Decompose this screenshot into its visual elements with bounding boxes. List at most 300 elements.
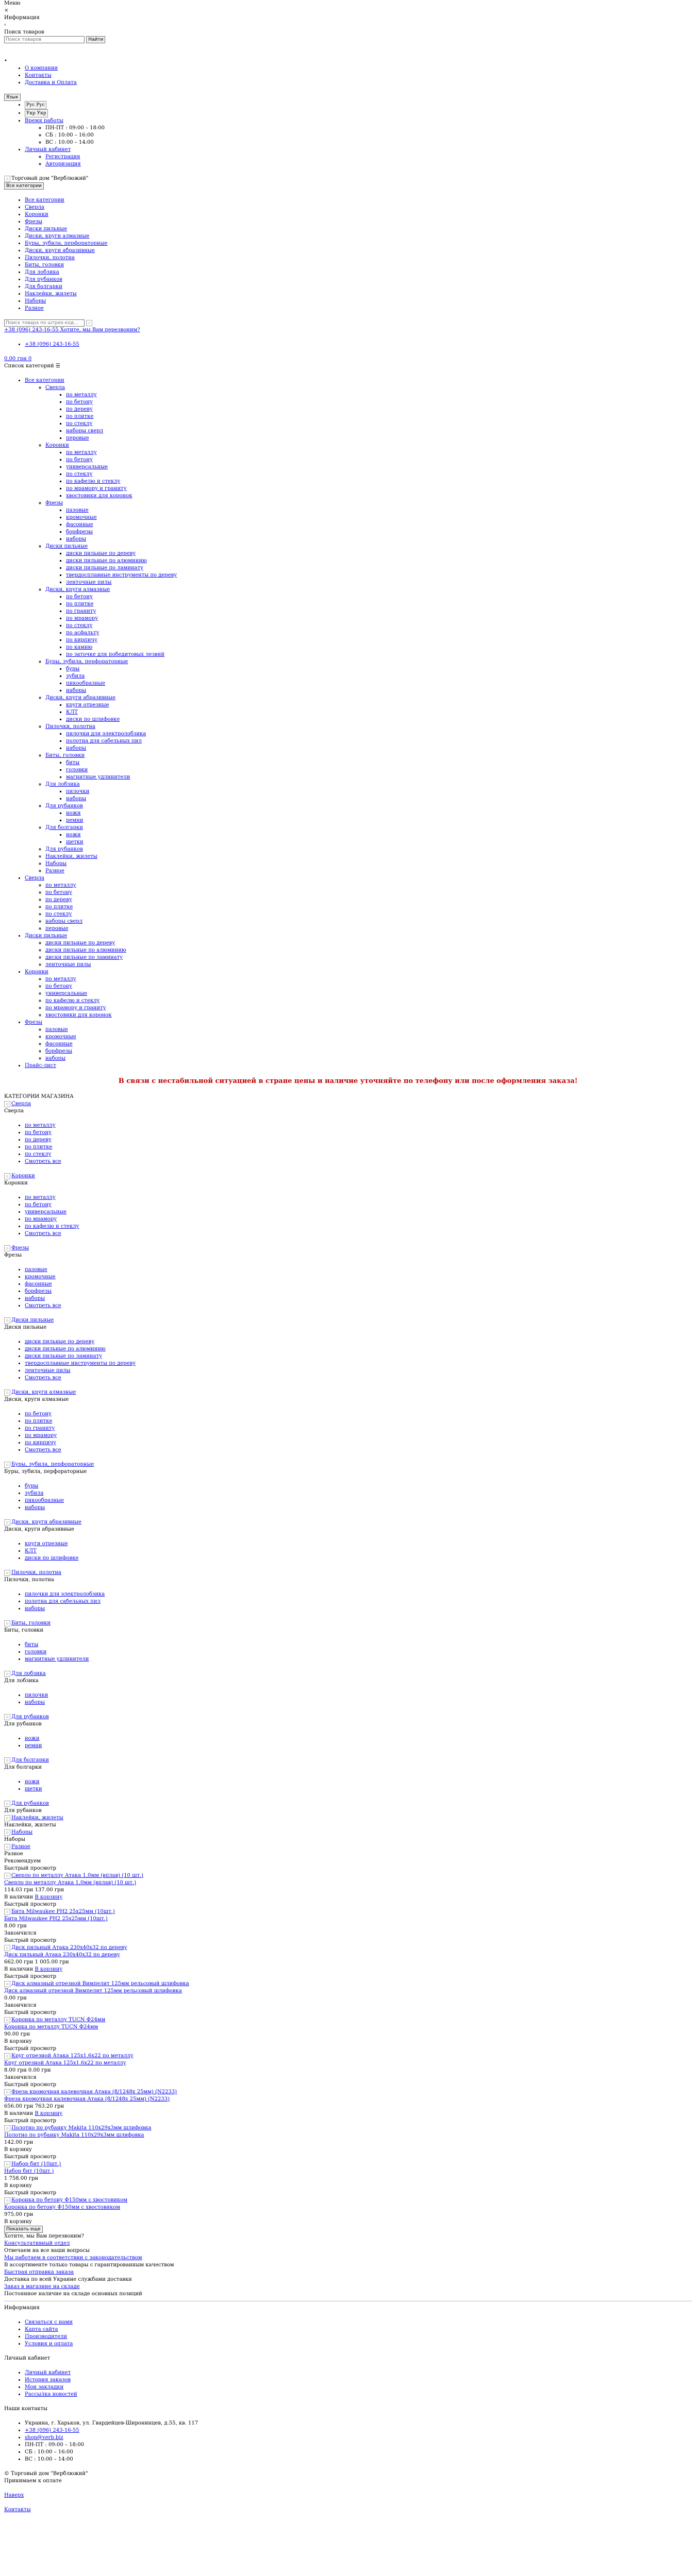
callback-phone-link[interactable]: +38 (096) 243-16-55 Хотите, мы Вам перезвоним? bbox=[4, 327, 140, 333]
quick-view-link[interactable]: Быстрый просмотр bbox=[4, 2010, 57, 2015]
category-sublink[interactable]: диски пильные по ламинату bbox=[66, 565, 144, 571]
category-subitem bbox=[45, 1041, 692, 1048]
category-sublink[interactable]: щетки bbox=[66, 839, 84, 845]
product-image-alt[interactable]: Полотно по рубанку Makita 110x29x3мм шлифовка bbox=[11, 2125, 152, 2131]
category-sublink[interactable]: диски пильные по дереву bbox=[66, 551, 136, 556]
category-sublink[interactable]: Сверла bbox=[45, 385, 65, 391]
category-sublink[interactable]: по кафелю и стеклу bbox=[45, 998, 100, 1004]
category-item-link[interactable]: по бетону bbox=[25, 1130, 52, 1136]
category-item-link[interactable]: пилочки для электролобзика bbox=[25, 1591, 105, 1597]
top-cat-item[interactable]: Наборы bbox=[25, 298, 46, 304]
quick-view-link[interactable]: Быстрый просмотр bbox=[4, 2082, 57, 2088]
menu-icon[interactable]: ☰ bbox=[55, 363, 60, 369]
category-sublink[interactable]: ленточные пилы bbox=[45, 962, 91, 968]
category-item-link[interactable]: кромочные bbox=[25, 1274, 56, 1280]
register-link[interactable]: Регистрация bbox=[45, 154, 80, 160]
category-sublink[interactable]: по металлу bbox=[45, 883, 76, 888]
login-link[interactable]: Авторизация bbox=[45, 161, 81, 167]
category-sublink[interactable]: КЛТ bbox=[66, 709, 78, 715]
footer-contact-text[interactable]: shop@verb.biz bbox=[25, 2435, 63, 2441]
category-name[interactable]: Буры, зубила, перфораторные bbox=[4, 1469, 87, 1475]
category-sublink[interactable]: по мрамору bbox=[66, 616, 98, 621]
category-sublink[interactable]: кромочные bbox=[45, 1034, 76, 1040]
product-name[interactable]: Коронка по бетону Ф150мм с хвостовиком bbox=[4, 2205, 121, 2210]
category-sublink[interactable]: наборы bbox=[45, 1056, 66, 1061]
category-image[interactable] bbox=[4, 1843, 692, 1851]
product-image[interactable] bbox=[4, 1872, 692, 1879]
category-name[interactable]: Коронки bbox=[4, 1180, 28, 1186]
add-to-cart-button[interactable]: В корзину bbox=[35, 1894, 63, 1900]
category-item-link[interactable]: по бетону bbox=[25, 1202, 52, 1208]
category-item bbox=[25, 1302, 692, 1310]
category-sublink[interactable]: хвостовики для коронок bbox=[66, 493, 132, 499]
site-logo[interactable]: ▫ Торговый дом "Верблюжий" bbox=[4, 175, 692, 182]
top-cat-item[interactable]: Сверла bbox=[25, 205, 44, 210]
category-sublink[interactable]: по плитке bbox=[66, 601, 94, 607]
category-item-link[interactable]: зубила bbox=[25, 1490, 44, 1496]
category-sublink[interactable]: по дереву bbox=[66, 406, 93, 412]
category-item-link[interactable]: Смотреть все bbox=[25, 1375, 61, 1381]
quick-view-link[interactable]: Быстрый просмотр bbox=[4, 2046, 57, 2052]
category-sublink[interactable]: Биты, головки bbox=[45, 753, 85, 758]
product-name[interactable]: Бита Milwaukee PH2 25x25мм (10шт.) bbox=[4, 1916, 108, 1922]
category-sublink[interactable]: полотна для сабельных пил bbox=[66, 738, 142, 744]
search-icon[interactable]: ⌕ bbox=[86, 320, 92, 326]
category-name[interactable]: Для болгарки bbox=[4, 1765, 42, 1770]
category-sublink[interactable]: универсальные bbox=[66, 464, 108, 470]
category-image[interactable] bbox=[4, 1317, 692, 1324]
category-sublink[interactable]: по стеклу bbox=[66, 471, 93, 477]
category-item-link[interactable]: по кирпичу bbox=[25, 1440, 57, 1446]
product-image[interactable] bbox=[4, 1908, 692, 1916]
category-sublink[interactable]: по заточке для победитовых лезвий bbox=[66, 652, 164, 657]
category-link[interactable]: Фрезы bbox=[25, 1020, 43, 1025]
category-name[interactable]: Диски, круги алмазные bbox=[4, 1397, 69, 1402]
category-item-link[interactable]: круги отрезные bbox=[25, 1541, 68, 1547]
category-sublink[interactable]: по стеклу bbox=[45, 911, 72, 917]
product-name[interactable]: Коронка по металлу TUCN Ф24мм bbox=[4, 2024, 98, 2030]
category-item-link[interactable]: твердосплавные инструменты по дереву bbox=[25, 1361, 136, 1366]
category-sublink[interactable]: по камню bbox=[66, 645, 93, 650]
top-cat-item[interactable]: Для лобзика bbox=[25, 269, 59, 275]
category-item-link[interactable]: Смотреть все bbox=[25, 1303, 61, 1309]
category-item-link[interactable]: по металлу bbox=[25, 1195, 56, 1200]
info-line[interactable]: Быстрая отправка заказа bbox=[4, 2269, 74, 2275]
category-sublink[interactable]: Буры, зубила, перфораторные bbox=[45, 659, 128, 665]
category-link[interactable]: Сверла bbox=[25, 875, 44, 881]
category-item-link[interactable]: диски пильные по алюминию bbox=[25, 1346, 106, 1352]
top-cat-item[interactable]: Разное bbox=[25, 306, 44, 311]
category-sublink[interactable]: диски пильные по ламинату bbox=[45, 955, 123, 960]
category-link[interactable]: Диски пильные bbox=[25, 933, 68, 939]
category-item-link[interactable]: полотна для сабельных пил bbox=[25, 1599, 101, 1604]
category-image-alt[interactable]: Для рубанков bbox=[11, 1714, 49, 1720]
category-name[interactable]: Для рубанков bbox=[4, 1808, 42, 1814]
category-sublink[interactable]: по бетону bbox=[66, 594, 93, 600]
category-sublink[interactable]: Диски, круги абразивные bbox=[45, 695, 115, 701]
category-sublink[interactable]: по металлу bbox=[45, 976, 76, 982]
category-item-link[interactable]: наборы bbox=[25, 1296, 45, 1301]
category-sublink[interactable]: круги отрезные bbox=[66, 702, 109, 708]
search-button[interactable]: Найти bbox=[86, 36, 105, 43]
product-image[interactable] bbox=[4, 2197, 692, 2204]
category-sublink[interactable]: наборы сверл bbox=[66, 428, 104, 434]
category-item-link[interactable]: наборы bbox=[25, 1505, 45, 1511]
category-sublink[interactable]: по мрамору и граниту bbox=[45, 1005, 106, 1011]
footer-account-link[interactable]: Рассылка новостей bbox=[25, 2392, 77, 2397]
category-sublink[interactable]: по бетону bbox=[45, 984, 72, 989]
category-image[interactable] bbox=[4, 1670, 692, 1677]
quick-view-link[interactable]: Быстрый просмотр bbox=[4, 2118, 57, 2124]
mobile-menu-label[interactable]: Меню bbox=[4, 1, 21, 6]
quick-view-link[interactable]: Быстрый просмотр bbox=[4, 1902, 57, 1907]
category-sublink[interactable]: перовые bbox=[66, 435, 89, 441]
category-sublink[interactable]: буры bbox=[66, 666, 80, 672]
category-sublink[interactable]: наборы bbox=[66, 796, 87, 802]
category-sublink[interactable]: диски пильные по алюминию bbox=[66, 558, 147, 564]
product-image[interactable] bbox=[4, 2161, 692, 2168]
category-sublink[interactable]: универсальные bbox=[45, 991, 88, 996]
info-line[interactable]: Мы работаем в соответствии с законодательством bbox=[4, 2255, 142, 2261]
product-image[interactable] bbox=[4, 2089, 692, 2096]
category-item-link[interactable]: головки bbox=[25, 1649, 47, 1655]
category-image[interactable] bbox=[4, 1569, 692, 1577]
category-sublist bbox=[25, 384, 692, 875]
category-subitem bbox=[45, 694, 692, 723]
category-item-link[interactable]: ленточные пилы bbox=[25, 1368, 71, 1374]
category-image-alt[interactable]: Коронки bbox=[11, 1173, 35, 1179]
category-sublink[interactable]: наборы bbox=[66, 536, 87, 542]
category-sublink[interactable]: наборы сверл bbox=[45, 919, 83, 924]
footer-account-link[interactable]: Мои закладки bbox=[25, 2384, 64, 2390]
product-name[interactable]: Полотно по рубанку Makita 110x29x3мм шлифовка bbox=[4, 2132, 144, 2138]
product-image-alt[interactable]: Диск пильный Атака 230х40х32 по дереву bbox=[11, 1945, 127, 1951]
top-cat-item[interactable]: Для рубанков bbox=[25, 277, 62, 282]
category-sublink[interactable]: наборы bbox=[66, 688, 87, 693]
top-cat-item[interactable]: Фрезы bbox=[25, 219, 43, 225]
product-image[interactable] bbox=[4, 2016, 692, 2024]
category-image[interactable] bbox=[4, 1173, 692, 1180]
category-sublink[interactable]: биты bbox=[66, 760, 80, 766]
category-item-link[interactable]: буры bbox=[25, 1483, 39, 1489]
barcode-search-input[interactable] bbox=[4, 319, 85, 327]
category-sublink[interactable]: по дереву bbox=[45, 897, 72, 903]
top-cat-item[interactable]: Коронки bbox=[25, 212, 48, 217]
footer-info-link[interactable]: Производители bbox=[25, 2334, 68, 2340]
back-to-top-link[interactable]: Наверх bbox=[4, 2493, 24, 2498]
product-image[interactable] bbox=[4, 2125, 692, 2132]
category-name[interactable]: Диски пильные bbox=[4, 1325, 47, 1330]
category-item-link[interactable]: по граниту bbox=[25, 1426, 55, 1431]
category-name[interactable]: Наборы bbox=[4, 1837, 26, 1842]
lang-ru-flag-button[interactable]: Рус Рус bbox=[25, 101, 46, 109]
category-item-link[interactable]: диски пильные по дереву bbox=[25, 1339, 95, 1345]
footer-account-link[interactable]: История заказов bbox=[25, 2377, 71, 2383]
quick-view-link[interactable]: Быстрый просмотр bbox=[4, 1974, 57, 1979]
top-cat-item[interactable]: Диски, круги абразивные bbox=[25, 248, 95, 253]
category-item-link[interactable]: диски пильные по ламинату bbox=[25, 1353, 103, 1359]
category-sublink[interactable]: Для болгарки bbox=[45, 825, 83, 831]
account-title[interactable]: Личный кабинет bbox=[25, 147, 71, 152]
category-sublink[interactable]: пазовые bbox=[66, 507, 89, 513]
category-sublink[interactable]: перовые bbox=[45, 926, 69, 931]
category-item-link[interactable]: ножи bbox=[25, 1736, 40, 1741]
category-sublink[interactable]: Фрезы bbox=[45, 500, 63, 506]
category-image-alt[interactable]: Диски, круги алмазные bbox=[11, 1389, 76, 1395]
category-image-alt[interactable]: Диски, круги абразивные bbox=[11, 1519, 81, 1525]
category-item-link[interactable]: КЛТ bbox=[25, 1548, 37, 1554]
category-sublink[interactable]: по металлу bbox=[66, 450, 97, 455]
category-sublink[interactable]: по стеклу bbox=[66, 421, 93, 427]
category-name[interactable]: Разное bbox=[4, 1851, 23, 1857]
category-sublink[interactable]: пикообразные bbox=[66, 681, 106, 686]
category-sublink[interactable]: Пилочки, полотна bbox=[45, 724, 95, 730]
category-item-link[interactable]: по плитке bbox=[25, 1144, 53, 1150]
category-image-alt[interactable]: Для лобзика bbox=[11, 1671, 46, 1676]
product-name[interactable]: Набор бит (10шт.) bbox=[4, 2168, 54, 2174]
category-sublink[interactable]: ленточные пилы bbox=[66, 580, 112, 585]
top-cat-item[interactable]: Все категории bbox=[25, 197, 64, 203]
category-sublink[interactable]: фасонные bbox=[45, 1041, 73, 1047]
category-sublink[interactable]: по бетону bbox=[66, 399, 93, 405]
category-sublink[interactable]: по кирпичу bbox=[66, 637, 98, 643]
category-sublink[interactable]: Коронки bbox=[45, 443, 69, 448]
product-image[interactable] bbox=[4, 1944, 692, 1952]
category-name[interactable]: Сверла bbox=[4, 1108, 24, 1114]
category-item-link[interactable]: Смотреть все bbox=[25, 1159, 61, 1164]
quick-view-link[interactable]: Быстрый просмотр bbox=[4, 1866, 57, 1871]
category-image-alt[interactable]: Пилочки, полотна bbox=[11, 1570, 61, 1575]
product-image-alt[interactable]: Фреза кромочная калевочная Атака (8/1248x 25мм) (N2233) bbox=[11, 2089, 177, 2095]
category-image[interactable] bbox=[4, 1389, 692, 1396]
category-sublink[interactable]: зубила bbox=[66, 673, 85, 679]
category-sublink[interactable]: по плитке bbox=[45, 904, 73, 910]
category-sublink[interactable]: борфрезы bbox=[45, 1048, 73, 1054]
quick-view-link[interactable]: Быстрый просмотр bbox=[4, 2190, 57, 2196]
category-sublink[interactable]: по мрамору и граниту bbox=[66, 486, 127, 492]
category-sublink[interactable]: пилочки bbox=[66, 789, 90, 794]
category-sublink[interactable]: фасонные bbox=[66, 522, 93, 528]
category-image[interactable] bbox=[4, 1815, 692, 1822]
product-image[interactable] bbox=[4, 1980, 692, 1988]
lang-uk-flag-button[interactable]: Укр Укр bbox=[25, 109, 48, 117]
category-sublink[interactable]: ножи bbox=[66, 832, 81, 838]
top-cat-item[interactable]: Диски, круги алмазные bbox=[25, 233, 90, 239]
category-item-link[interactable]: наборы bbox=[25, 1606, 45, 1612]
category-sublink[interactable]: головки bbox=[66, 767, 88, 773]
product-name[interactable]: Диск алмазный отрезной Вимпелит 125мм рельсовый шлифовка bbox=[4, 1988, 182, 1994]
quick-view-link[interactable]: Быстрый просмотр bbox=[4, 1938, 57, 1943]
category-link[interactable]: Все категории bbox=[25, 378, 64, 383]
info-line[interactable]: Консультативный отдел bbox=[4, 2241, 70, 2246]
top-cat-item[interactable]: Для болгарки bbox=[25, 284, 62, 290]
top-cat-item[interactable]: Буры, зубила, перфораторные bbox=[25, 241, 108, 246]
category-image-alt[interactable]: Разное bbox=[11, 1844, 30, 1850]
product-image-alt[interactable]: Сверло по металлу Атака 1,0мм (вплав) (10 шт.) bbox=[11, 1873, 144, 1878]
product-name[interactable]: Диск пильный Атака 230х40х32 по дереву bbox=[4, 1952, 120, 1958]
category-item-link[interactable]: борфрезы bbox=[25, 1289, 52, 1294]
category-image[interactable] bbox=[4, 1714, 692, 1721]
category-image-alt[interactable]: Наборы bbox=[11, 1829, 33, 1835]
category-item-link[interactable]: пазовые bbox=[25, 1267, 47, 1273]
category-link[interactable]: Коронки bbox=[25, 969, 48, 975]
category-item-link[interactable]: ремни bbox=[25, 1743, 42, 1749]
footer-account-link[interactable]: Личный кабинет bbox=[25, 2370, 71, 2376]
close-icon[interactable]: × bbox=[4, 8, 9, 13]
language-button[interactable]: Язык bbox=[4, 94, 21, 101]
category-sublink[interactable]: магнитные удлинители bbox=[66, 774, 130, 780]
category-image[interactable] bbox=[4, 1620, 692, 1627]
category-sublink[interactable]: ремни bbox=[66, 818, 84, 823]
category-item-link[interactable]: пикообразные bbox=[25, 1498, 64, 1503]
category-sublink[interactable]: ножи bbox=[66, 810, 81, 816]
schedule-title[interactable]: Время работы bbox=[25, 118, 63, 124]
category-name[interactable]: Биты, головки bbox=[4, 1628, 44, 1633]
top-cat-item[interactable]: Диски пильные bbox=[25, 226, 68, 232]
all-categories-button[interactable]: Все категории bbox=[4, 182, 44, 190]
category-sublink[interactable]: Для рубанков bbox=[45, 803, 83, 809]
category-item-link[interactable]: фасонные bbox=[25, 1281, 52, 1287]
category-item-link[interactable]: по кафелю и стеклу bbox=[25, 1224, 79, 1229]
category-sublink[interactable]: Для лобзика bbox=[45, 782, 80, 787]
category-image[interactable] bbox=[4, 1100, 692, 1108]
category-item-link[interactable]: по металлу bbox=[25, 1123, 56, 1128]
category-sublink[interactable]: по плитке bbox=[66, 414, 94, 419]
category-item-link[interactable]: Смотреть все bbox=[25, 1231, 61, 1236]
category-sublink[interactable]: наборы bbox=[66, 745, 87, 751]
search-input[interactable] bbox=[4, 36, 85, 43]
category-sublink[interactable]: Наклейки, жилеты bbox=[45, 854, 97, 859]
category-image[interactable] bbox=[4, 1245, 692, 1252]
category-item-link[interactable]: наборы bbox=[25, 1700, 45, 1705]
category-sublink[interactable]: борфрезы bbox=[66, 529, 93, 535]
add-to-cart-button[interactable]: В корзину bbox=[35, 2111, 63, 2116]
category-name[interactable]: Пилочки, полотна bbox=[4, 1577, 54, 1583]
category-item-link[interactable]: универсальные bbox=[25, 1209, 67, 1215]
category-name[interactable]: Диски, круги абразивные bbox=[4, 1527, 74, 1532]
link-about[interactable]: О компании bbox=[25, 65, 58, 71]
category-item-link[interactable]: магнитные удлинители bbox=[25, 1656, 89, 1662]
category-item-link[interactable]: по мрамору bbox=[25, 1433, 57, 1438]
phone-link[interactable]: +38 (096) 243-16-55 bbox=[25, 342, 79, 347]
category-item-link[interactable]: ножи bbox=[25, 1779, 40, 1785]
category-sublink[interactable]: диски по шлифовке bbox=[66, 717, 120, 722]
footer-info-link[interactable]: Связаться с нами bbox=[25, 2319, 73, 2325]
category-subitem bbox=[66, 485, 692, 493]
product-image-alt[interactable]: Диск алмазный отрезной Вимпелит 125мм рельсовый шлифовка bbox=[11, 1981, 189, 1987]
footer-contacts-link[interactable]: Контакты bbox=[4, 2507, 31, 2513]
category-image[interactable] bbox=[4, 1829, 692, 1836]
product-image-alt[interactable]: Круг отрезной Атака 125x1.6x22 по металлу bbox=[11, 2053, 134, 2059]
product-name[interactable]: Круг отрезной Атака 125x1.6x22 по металлу bbox=[4, 2060, 126, 2066]
category-sublink[interactable]: Наборы bbox=[45, 861, 67, 867]
category-image[interactable] bbox=[4, 1757, 692, 1764]
image-icon: ▫ bbox=[4, 1945, 10, 1951]
show-more-button[interactable]: Показать еще bbox=[4, 2226, 43, 2233]
category-image-alt[interactable]: Наклейки, жилеты bbox=[11, 1815, 63, 1821]
category-name[interactable]: Наклейки, жилеты bbox=[4, 1822, 56, 1828]
category-image-alt[interactable]: Сверла bbox=[11, 1101, 31, 1107]
category-sublink[interactable]: Диски пильные bbox=[45, 544, 88, 549]
category-item-link[interactable]: Смотреть все bbox=[25, 1447, 61, 1453]
footer-info-link[interactable]: Условия и оплата bbox=[25, 2341, 73, 2347]
category-image-alt[interactable]: Фрезы bbox=[11, 1245, 29, 1251]
category-image[interactable] bbox=[4, 1461, 692, 1468]
category-image[interactable] bbox=[4, 1519, 692, 1526]
product-name[interactable]: Фреза кромочная калевочная Атака (8/1248x 25мм) (N2233) bbox=[4, 2096, 170, 2102]
category-item-link[interactable]: по мрамору bbox=[25, 1216, 57, 1222]
category-sublink[interactable]: по асфальту bbox=[66, 630, 100, 636]
category-image-alt[interactable]: Для рубанков bbox=[11, 1801, 49, 1806]
category-sublink[interactable]: по бетону bbox=[66, 457, 93, 463]
top-cat-item[interactable]: Пилочки, полотна bbox=[25, 255, 75, 261]
category-items bbox=[4, 1591, 692, 1613]
category-sublink[interactable]: пилочки для электролобзика bbox=[66, 731, 146, 737]
product-image[interactable] bbox=[4, 2053, 692, 2060]
category-name[interactable]: Для лобзика bbox=[4, 1678, 39, 1684]
category-item-link[interactable]: по стеклу bbox=[25, 1151, 52, 1157]
category-item-link[interactable]: по дереву bbox=[25, 1137, 52, 1143]
top-cat-item[interactable]: Биты, головки bbox=[25, 262, 64, 268]
category-name[interactable]: Фрезы bbox=[4, 1252, 22, 1258]
add-to-cart-button[interactable]: В корзину bbox=[35, 1967, 63, 1972]
category-image-alt[interactable]: Диски пильные bbox=[11, 1317, 54, 1323]
footer-contact-text[interactable]: +38 (096) 243-16-55 bbox=[25, 2428, 79, 2433]
category-sublink[interactable]: по граниту bbox=[66, 608, 96, 614]
category-item-link[interactable]: по бетону bbox=[25, 1411, 52, 1417]
category-sublink[interactable]: Разное bbox=[45, 868, 64, 874]
category-sublink[interactable]: твердосплавные инструменты по дереву bbox=[66, 572, 177, 578]
link-delivery[interactable]: Доставка и Оплата bbox=[25, 80, 77, 86]
category-item-link[interactable]: щетки bbox=[25, 1786, 42, 1792]
category-sublink[interactable]: по стеклу bbox=[66, 623, 93, 629]
link-contacts[interactable]: Контакты bbox=[25, 73, 52, 78]
product-card bbox=[4, 2081, 692, 2117]
category-item-link[interactable]: пилочки bbox=[25, 1692, 48, 1698]
category-item-link[interactable]: по плитке bbox=[25, 1418, 53, 1424]
category-sublink[interactable]: Для рубанков bbox=[45, 846, 83, 852]
quick-view-link[interactable]: Быстрый просмотр bbox=[4, 2154, 57, 2160]
category-sublink[interactable]: хвостовики для коронок bbox=[45, 1012, 112, 1018]
product-image-alt[interactable]: Коронка по металлу TUCN Ф24мм bbox=[11, 2017, 106, 2023]
category-sublink[interactable]: пазовые bbox=[45, 1027, 68, 1032]
category-item-link[interactable]: диски по шлифовке bbox=[25, 1555, 79, 1561]
cart-link[interactable]: 0,00 грн 0 bbox=[4, 356, 32, 362]
category-image[interactable] bbox=[4, 1800, 692, 1807]
category-image-alt[interactable]: Для болгарки bbox=[11, 1757, 49, 1763]
product-image-alt[interactable]: Набор бит (10шт.) bbox=[11, 2161, 61, 2167]
product-name[interactable]: Сверло по металлу Атака 1,0мм (вплав) (10 шт.) bbox=[4, 1880, 137, 1886]
category-link[interactable]: Прайс-лист bbox=[25, 1063, 56, 1069]
info-line[interactable]: Заказ в магазине на складе bbox=[4, 2284, 80, 2290]
category-sublink[interactable]: Диски, круги алмазные bbox=[45, 587, 110, 592]
product-image-alt[interactable]: Бита Milwaukee PH2 25x25мм (10шт.) bbox=[11, 1909, 115, 1914]
category-sublink[interactable]: кромочные bbox=[66, 515, 97, 520]
category-name[interactable]: Для рубанков bbox=[4, 1721, 42, 1727]
category-sublink[interactable]: диски пильные по дереву bbox=[45, 940, 115, 946]
category-image-alt[interactable]: Биты, головки bbox=[11, 1620, 51, 1626]
chevron-left-icon[interactable]: ‹ bbox=[4, 22, 6, 28]
category-item-link[interactable]: биты bbox=[25, 1642, 39, 1648]
top-cat-item[interactable]: Наклейки, жилеты bbox=[25, 291, 77, 297]
category-sublink[interactable]: по металлу bbox=[66, 392, 97, 398]
category-sublink[interactable]: по бетону bbox=[45, 890, 72, 895]
category-sublink[interactable]: диски пильные по алюминию bbox=[45, 947, 126, 953]
category-image-alt[interactable]: Буры, зубила, перфораторные bbox=[11, 1462, 94, 1467]
footer-info-link[interactable]: Карта сайта bbox=[25, 2327, 58, 2332]
product-image-alt[interactable]: Коронка по бетону Ф150мм с хвостовиком bbox=[11, 2197, 128, 2203]
category-sublink[interactable]: по кафелю и стеклу bbox=[66, 479, 121, 484]
